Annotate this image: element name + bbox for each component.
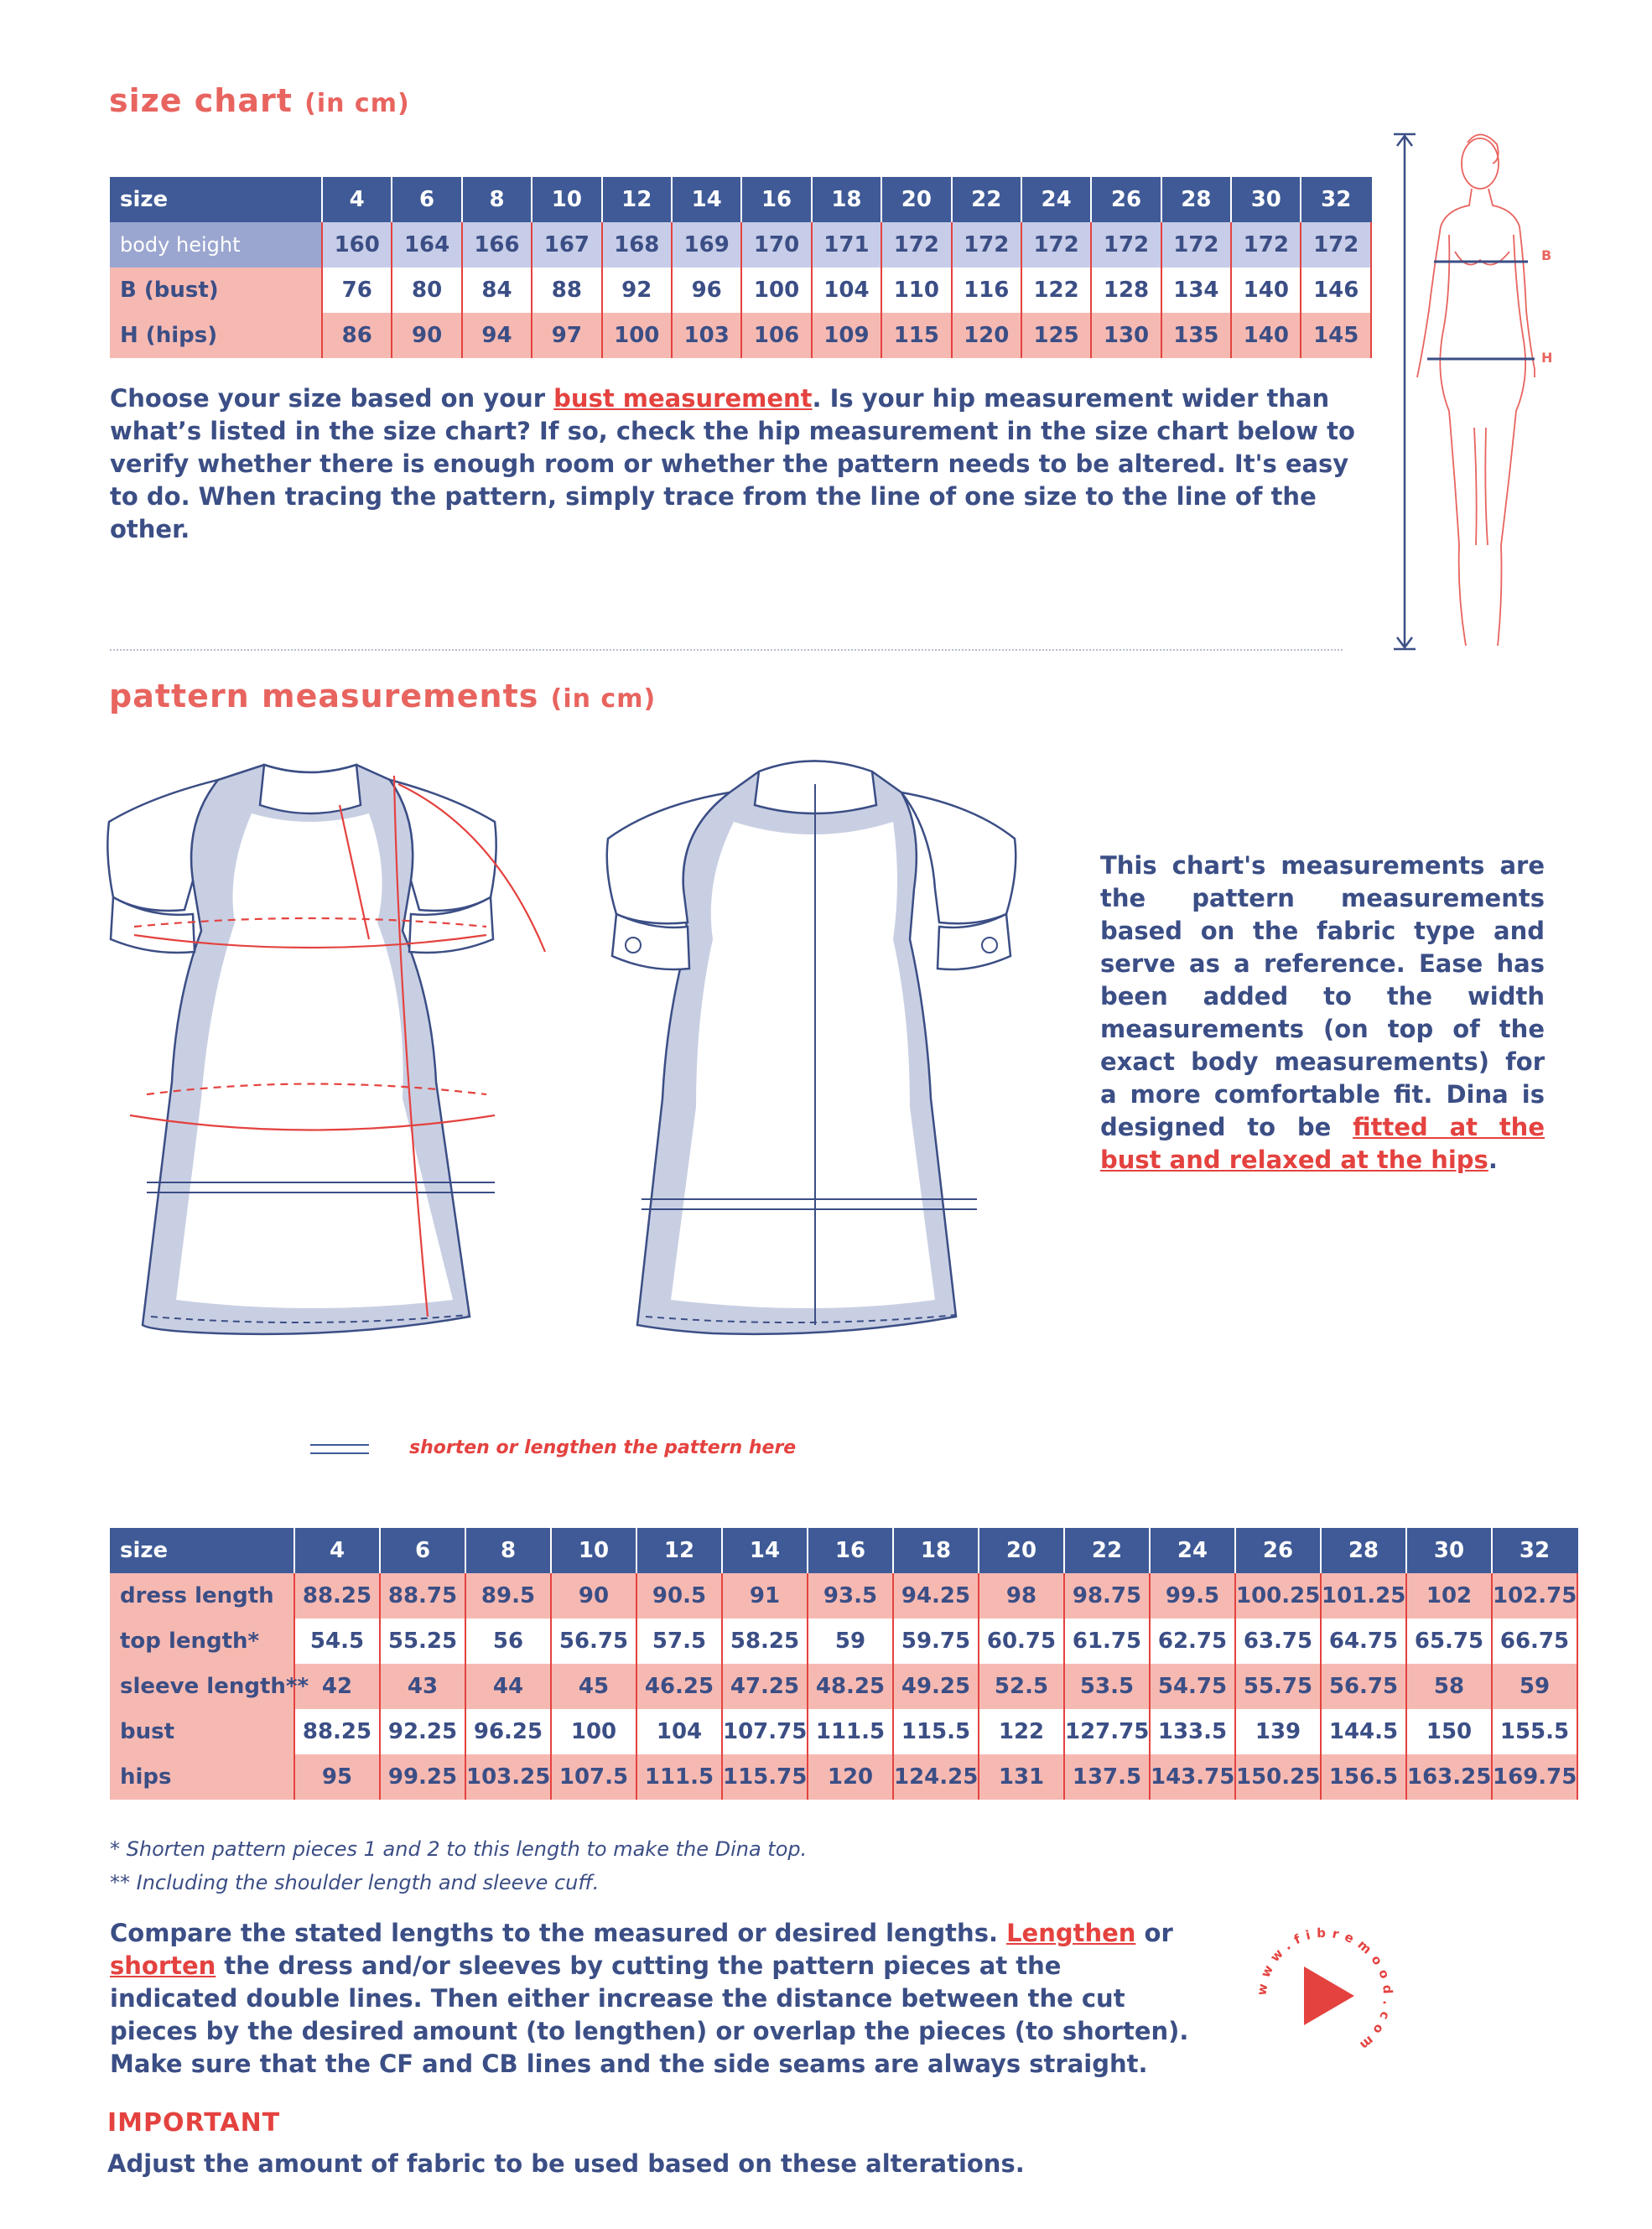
- pattern-cell: 56: [465, 1618, 551, 1664]
- size-chart-header-14: 14: [672, 177, 741, 222]
- pattern-measurements-title: pattern measurements (in cm): [109, 678, 657, 714]
- footnote-top-length: * Shorten pattern pieces 1 and 2 to this length to make the Dina top.: [110, 1837, 808, 1861]
- pattern-cell: 55.75: [1235, 1664, 1321, 1709]
- size-chart-cell: 88: [532, 268, 601, 313]
- pattern-cell: 90: [551, 1573, 636, 1618]
- pattern-cell: 163.25: [1406, 1754, 1492, 1800]
- fitted-bust-relaxed-hips-link[interactable]: fitted at the bust and relaxed at the hips: [1100, 1113, 1545, 1174]
- pattern-cell: 63.75: [1235, 1618, 1321, 1664]
- pattern-cell: 150: [1406, 1709, 1492, 1754]
- size-chart-header-16: 16: [741, 177, 811, 222]
- size-chart-cell: 140: [1231, 268, 1301, 313]
- size-chart-cell: 170: [741, 222, 811, 268]
- pattern-cell: 64.75: [1321, 1618, 1406, 1664]
- size-chart-header-12: 12: [602, 177, 672, 222]
- pattern-header-18: 18: [893, 1528, 979, 1573]
- size-chart-cell: 94: [462, 313, 532, 358]
- pattern-cell: 54.75: [1150, 1664, 1235, 1709]
- pattern-cell: 61.75: [1064, 1618, 1150, 1664]
- pattern-row: [110, 1709, 1577, 1754]
- size-chart-cell: 172: [1301, 222, 1371, 268]
- size-chart-header-32: 32: [1301, 177, 1371, 222]
- pattern-header-20: 20: [979, 1528, 1064, 1573]
- size-chart-cell: 84: [462, 268, 532, 313]
- size-chart-cell: 146: [1301, 268, 1371, 313]
- size-chart-cell: 134: [1161, 268, 1231, 313]
- size-chart-cell: 92: [602, 268, 672, 313]
- size-chart-header-8: 8: [462, 177, 532, 222]
- pattern-cell: 54.5: [294, 1618, 380, 1664]
- pattern-measurements-table: [110, 1528, 1578, 1800]
- size-chart-header-22: 22: [952, 177, 1021, 222]
- pattern-cell: 96.25: [465, 1709, 551, 1754]
- pattern-cell: 131: [979, 1754, 1064, 1800]
- pattern-cell: 107.5: [551, 1754, 636, 1800]
- size-chart-row: [110, 268, 1371, 313]
- pattern-cell: 101.25: [1321, 1573, 1406, 1618]
- pattern-cell: 127.75: [1064, 1709, 1150, 1754]
- pattern-header-6: 6: [380, 1528, 465, 1573]
- pattern-cell: 42: [294, 1664, 380, 1709]
- play-icon: [1304, 1967, 1354, 2025]
- pattern-cell: 115.75: [722, 1754, 808, 1800]
- dress-back-illustration: [587, 746, 1057, 1417]
- pattern-cell: 95: [294, 1754, 380, 1800]
- size-chart-cell: 100: [741, 268, 811, 313]
- pattern-cell: 139: [1235, 1709, 1321, 1754]
- pattern-cell: 156.5: [1321, 1754, 1406, 1800]
- size-chart-cell: 96: [672, 268, 741, 313]
- size-chart-cell: 106: [741, 313, 811, 358]
- pattern-cell: 107.75: [722, 1709, 808, 1754]
- dress-front-illustration: [101, 746, 570, 1417]
- footnote-sleeve-length: ** Including the shoulder length and sleeve cuff.: [110, 1871, 600, 1894]
- size-chart-header-6: 6: [392, 177, 461, 222]
- pattern-row-label: bust: [110, 1709, 294, 1754]
- size-chart-header-18: 18: [812, 177, 881, 222]
- pattern-cell: 98: [979, 1573, 1064, 1618]
- pattern-cell: 100: [551, 1709, 636, 1754]
- size-chart-cell: 172: [881, 222, 951, 268]
- size-chart-table: [110, 177, 1372, 358]
- pattern-cell: 48.25: [808, 1664, 893, 1709]
- size-chart-cell: 172: [952, 222, 1021, 268]
- size-chart-cell: 172: [1021, 222, 1091, 268]
- pattern-cell: 90.5: [636, 1573, 722, 1618]
- pattern-cell: 46.25: [636, 1664, 722, 1709]
- pattern-cell: 99.25: [380, 1754, 465, 1800]
- pattern-cell: 56.75: [1321, 1664, 1406, 1709]
- lengthen-link[interactable]: Lengthen: [1006, 1919, 1136, 1947]
- pattern-header-16: 16: [808, 1528, 893, 1573]
- section-divider: [110, 649, 1343, 651]
- size-chart-header-10: 10: [532, 177, 601, 222]
- pattern-cell: 104: [636, 1709, 722, 1754]
- fibremood-logo[interactable]: [1249, 1920, 1400, 2071]
- pattern-header-4: 4: [294, 1528, 380, 1573]
- size-chart-cell: 160: [322, 222, 392, 268]
- size-chart-cell: 80: [392, 268, 461, 313]
- pattern-row-label: hips: [110, 1754, 294, 1800]
- size-chart-header-26: 26: [1091, 177, 1161, 222]
- hips-figure-label: H: [1541, 350, 1553, 366]
- svg-text:www.fibremood.com: www.fibremood.com: [1254, 1925, 1396, 2057]
- pattern-cell: 103.25: [465, 1754, 551, 1800]
- pattern-cell: 100.25: [1235, 1573, 1321, 1618]
- pattern-row: [110, 1754, 1577, 1800]
- size-chart-header-24: 24: [1021, 177, 1091, 222]
- pattern-cell: 89.5: [465, 1573, 551, 1618]
- pattern-cell: 102.75: [1492, 1573, 1577, 1618]
- pattern-cell: 57.5: [636, 1618, 722, 1664]
- shorten-link[interactable]: shorten: [110, 1951, 216, 1980]
- pattern-header-30: 30: [1406, 1528, 1492, 1573]
- pattern-cell: 99.5: [1150, 1573, 1235, 1618]
- pattern-cell: 133.5: [1150, 1709, 1235, 1754]
- size-chart-title: size chart (in cm): [109, 82, 410, 119]
- pattern-cell: 155.5: [1492, 1709, 1577, 1754]
- important-heading: IMPORTANT: [107, 2108, 281, 2138]
- pattern-cell: 94.25: [893, 1573, 979, 1618]
- pattern-cell: 92.25: [380, 1709, 465, 1754]
- pattern-cell: 88.75: [380, 1573, 465, 1618]
- pattern-cell: 120: [808, 1754, 893, 1800]
- size-chart-row: [110, 313, 1371, 358]
- size-chart-header-20: 20: [881, 177, 951, 222]
- pattern-row-label: sleeve length**: [110, 1664, 294, 1709]
- pattern-cell: 58.25: [722, 1618, 808, 1664]
- size-chart-cell: 76: [322, 268, 392, 313]
- pattern-cell: 102: [1406, 1573, 1492, 1618]
- size-chart-cell: 122: [1021, 268, 1091, 313]
- size-chart-cell: 120: [952, 313, 1021, 358]
- size-chart-cell: 128: [1091, 268, 1161, 313]
- pattern-cell: 122: [979, 1709, 1064, 1754]
- size-chart-header-30: 30: [1231, 177, 1301, 222]
- size-chart-cell: 100: [602, 313, 672, 358]
- pattern-header-28: 28: [1321, 1528, 1406, 1573]
- size-chart-row-label: H (hips): [110, 313, 322, 358]
- pattern-cell: 137.5: [1064, 1754, 1150, 1800]
- pattern-cell: 93.5: [808, 1573, 893, 1618]
- pattern-header-10: 10: [551, 1528, 636, 1573]
- size-chart-cell: 115: [881, 313, 951, 358]
- size-chart-cell: 86: [322, 313, 392, 358]
- pattern-cell: 59.75: [893, 1618, 979, 1664]
- pattern-header-22: 22: [1064, 1528, 1150, 1573]
- pattern-header-24: 24: [1150, 1528, 1235, 1573]
- pattern-cell: 44: [465, 1664, 551, 1709]
- pattern-cell: 45: [551, 1664, 636, 1709]
- pattern-header-32: 32: [1492, 1528, 1577, 1573]
- pattern-cell: 98.75: [1064, 1573, 1150, 1618]
- size-chart-cell: 109: [812, 313, 881, 358]
- pattern-cell: 43: [380, 1664, 465, 1709]
- pattern-cell: 144.5: [1321, 1709, 1406, 1754]
- shorten-lengthen-legend-icon: [310, 1444, 369, 1454]
- pattern-row: [110, 1573, 1577, 1618]
- size-chart-cell: 172: [1091, 222, 1161, 268]
- size-chart-row: [110, 222, 1371, 268]
- size-chart-cell: 167: [532, 222, 601, 268]
- pattern-cell: 150.25: [1235, 1754, 1321, 1800]
- size-chart-cell: 168: [602, 222, 672, 268]
- pattern-cell: 53.5: [1064, 1664, 1150, 1709]
- pattern-cell: 55.25: [380, 1618, 465, 1664]
- important-text: Adjust the amount of fabric to be used based on these alterations.: [107, 2149, 1025, 2178]
- size-chart-cell: 110: [881, 268, 951, 313]
- size-chart-row-label: B (bust): [110, 268, 322, 313]
- pattern-cell: 111.5: [636, 1754, 722, 1800]
- pattern-cell: 88.25: [294, 1573, 380, 1618]
- pattern-info-paragraph: This chart's measurements are the pattern measurements based on the fabric type and serve as a reference. Ease has been added to the width measurements (on top of the exact body measurements) for a more comfortable fit. Dina is designed to be fitted at the bust and relaxed at the hips.: [1100, 851, 1545, 1174]
- pattern-cell: 66.75: [1492, 1618, 1577, 1664]
- pattern-cell: 58: [1406, 1664, 1492, 1709]
- size-chart-cell: 145: [1301, 313, 1371, 358]
- size-chart-cell: 103: [672, 313, 741, 358]
- pattern-cell: 91: [722, 1573, 808, 1618]
- pattern-row: [110, 1618, 1577, 1664]
- pattern-header-8: 8: [465, 1528, 551, 1573]
- size-chart-cell: 169: [672, 222, 741, 268]
- size-chart-cell: 90: [392, 313, 461, 358]
- size-chart-cell: 172: [1161, 222, 1231, 268]
- pattern-cell: 49.25: [893, 1664, 979, 1709]
- shorten-lengthen-legend-text: shorten or lengthen the pattern here: [409, 1437, 797, 1458]
- pattern-cell: 169.75: [1492, 1754, 1577, 1800]
- size-chart-cell: 135: [1161, 313, 1231, 358]
- size-chart-cell: 130: [1091, 313, 1161, 358]
- bust-figure-label: B: [1541, 247, 1552, 263]
- pattern-cell: 59: [808, 1618, 893, 1664]
- pattern-header-12: 12: [636, 1528, 722, 1573]
- size-chart-row-label: body height: [110, 222, 322, 268]
- size-chart-cell: 140: [1231, 313, 1301, 358]
- pattern-header-26: 26: [1235, 1528, 1321, 1573]
- pattern-cell: 62.75: [1150, 1618, 1235, 1664]
- alteration-instructions-paragraph: Compare the stated lengths to the measured or desired lengths. Lengthen or shorten the dress and/or sleeves by cutting the pattern pieces at the indicated double lines. Then either increase the distance between the cut pieces by the desired amount (to lengthen) or overlap the pieces (to shorten). Make sure that the CF and CB lines and the side seams are always straight.: [110, 1919, 1189, 2078]
- size-chart-cell: 97: [532, 313, 601, 358]
- size-chart-header-size: size: [110, 177, 322, 222]
- pattern-cell: 47.25: [722, 1664, 808, 1709]
- pattern-row-label: dress length: [110, 1573, 294, 1618]
- pattern-cell: 60.75: [979, 1618, 1064, 1664]
- size-chart-cell: 166: [462, 222, 532, 268]
- size-chart-cell: 172: [1231, 222, 1301, 268]
- bust-measurement-link[interactable]: bust measurement: [553, 384, 813, 413]
- size-chart-cell: 125: [1021, 313, 1091, 358]
- size-chart-header-28: 28: [1161, 177, 1231, 222]
- pattern-cell: 65.75: [1406, 1618, 1492, 1664]
- pattern-header-14: 14: [722, 1528, 808, 1573]
- pattern-cell: 56.75: [551, 1618, 636, 1664]
- size-chart-cell: 104: [812, 268, 881, 313]
- pattern-cell: 59: [1492, 1664, 1577, 1709]
- pattern-cell: 143.75: [1150, 1754, 1235, 1800]
- pattern-cell: 115.5: [893, 1709, 979, 1754]
- pattern-cell: 52.5: [979, 1664, 1064, 1709]
- size-chart-cell: 116: [952, 268, 1021, 313]
- pattern-cell: 111.5: [808, 1709, 893, 1754]
- size-chart-header-4: 4: [322, 177, 392, 222]
- body-measurement-figure: [1375, 126, 1568, 662]
- size-advice-paragraph: Choose your size based on your bust measurement. Is your hip measurement wider than what’s listed in the size chart? If so, check the hip measurement in the size chart below to verify whether there is enough room or whether the pattern needs to be altered. It's easy to do. When tracing the pattern, simply trace from the line of one size to the line of the other.: [110, 384, 1355, 543]
- pattern-row-label: top length*: [110, 1618, 294, 1664]
- pattern-header-size: size: [110, 1528, 294, 1573]
- pattern-cell: 88.25: [294, 1709, 380, 1754]
- pattern-row: [110, 1664, 1577, 1709]
- pattern-cell: 124.25: [893, 1754, 979, 1800]
- size-chart-cell: 164: [392, 222, 461, 268]
- size-chart-cell: 171: [812, 222, 881, 268]
